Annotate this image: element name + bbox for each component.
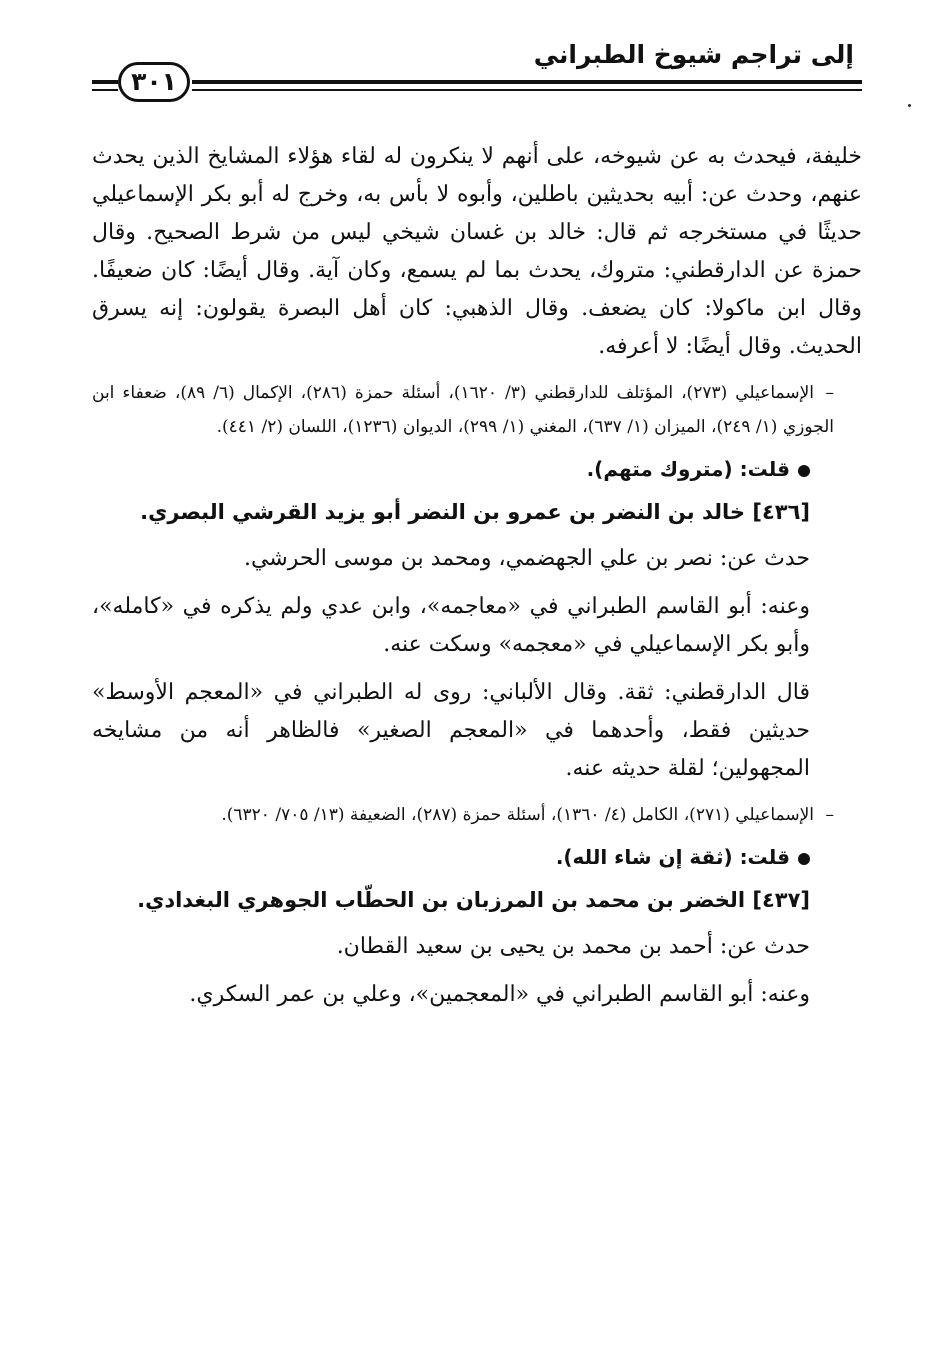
running-title: إلى تراجم شيوخ الطبراني bbox=[533, 40, 854, 69]
header-rule-thin bbox=[192, 89, 862, 91]
verdict-line bbox=[92, 450, 862, 488]
paragraph: وعنه: أبو القاسم الطبراني في «معاجمه»، وابن عدي ولم يذكره في «كامله»، وأبو بكر الإسماعيلي في «معجمه» وسكت عنه. bbox=[92, 594, 810, 657]
entry-heading: [٤٣٦] خالد بن النضر بن عمرو بن النضر أبو يزيد القرشي البصري. bbox=[140, 500, 810, 524]
entry-heading: [٤٣٧] الخضر بن محمد بن المرزبان بن الحطّاب الجوهري البغدادي. bbox=[137, 888, 810, 912]
bullet-icon bbox=[798, 465, 810, 477]
footnote-sources bbox=[92, 798, 862, 832]
verdict-text: قلت: (متروك متهم). bbox=[586, 457, 790, 481]
paragraph: قال الدارقطني: ثقة. وقال الألباني: روى له الطبراني في «المعجم الأوسط» حديثين فقط، وأحدهما في «المعجم الصغير» فالظاهر أنه من مشايخه المجهولين؛ لقلة حديثه عنه. bbox=[92, 680, 811, 781]
verdict-line bbox=[92, 838, 862, 876]
verdict-text: قلت: (ثقة إن شاء الله). bbox=[555, 845, 790, 869]
footnote-sources bbox=[92, 376, 862, 444]
paragraph: خليفة، فيحدث به عن شيوخه، على أنهم لا ينكرون له لقاء هؤلاء المشايخ الذين يحدث عنهم، وحدث عن: أبيه بحديثين باطلين، وأبوه لا بأس به، وخرج له أبو بكر الإسماعيلي حديثًا في مستخرجه ثم قال: خالد بن غسان شيخي ليس من شرط الصحيح. وقال حمزة عن الدارقطني: متروك، يحدث بما لم يسمع، وكان آية. وقال أيضًا: كان ضعيفًا. وقال ابن ماكولا: كان يضعف. وقال الذهبي: كان أهل البصرة يقولون: إنه يسرق الحديث. وقال أيضًا: لا أعرفه. bbox=[92, 144, 862, 359]
bullet-icon bbox=[798, 853, 810, 865]
header-rule-stub bbox=[92, 80, 118, 84]
page-number: ٣٠١ bbox=[118, 62, 190, 102]
note-dash: – bbox=[825, 383, 834, 403]
paragraph: وعنه: أبو القاسم الطبراني في «المعجمين»، وعلي بن عمر السكري. bbox=[189, 982, 810, 1007]
page-body bbox=[92, 138, 862, 1014]
note-dash: – bbox=[825, 805, 834, 825]
header-rule-thick bbox=[192, 80, 862, 84]
paragraph: حدث عن: أحمد بن محمد بن يحيى بن سعيد القطان. bbox=[336, 934, 810, 959]
paragraph: حدث عن: نصر بن علي الجهضمي، ومحمد بن موسى الحرشي. bbox=[243, 546, 810, 571]
ink-speck bbox=[908, 104, 911, 107]
header-rule-stub bbox=[92, 89, 118, 91]
footnote-text: الإسماعيلي (٢٧٣)، المؤتلف للدارقطني (٣/ ١٦٢٠)، أسئلة حمزة (٢٨٦)، الإكمال (٦/ ٨٩)، ضعفاء ابن الجوزي (١/ ٢٤٩)، الميزان (١/ ٦٣٧)، المغني (١/ ٢٩٩)، الديوان (١٢٣٦)، اللسان (٢/ ٤٤١). bbox=[92, 383, 834, 437]
page-header bbox=[92, 32, 862, 122]
footnote-text: الإسماعيلي (٢٧١)، الكامل (٤/ ١٣٦٠)، أسئلة حمزة (٢٨٧)، الضعيفة (١٣/ ٧٠٥/ ٦٣٢٠). bbox=[221, 805, 814, 825]
